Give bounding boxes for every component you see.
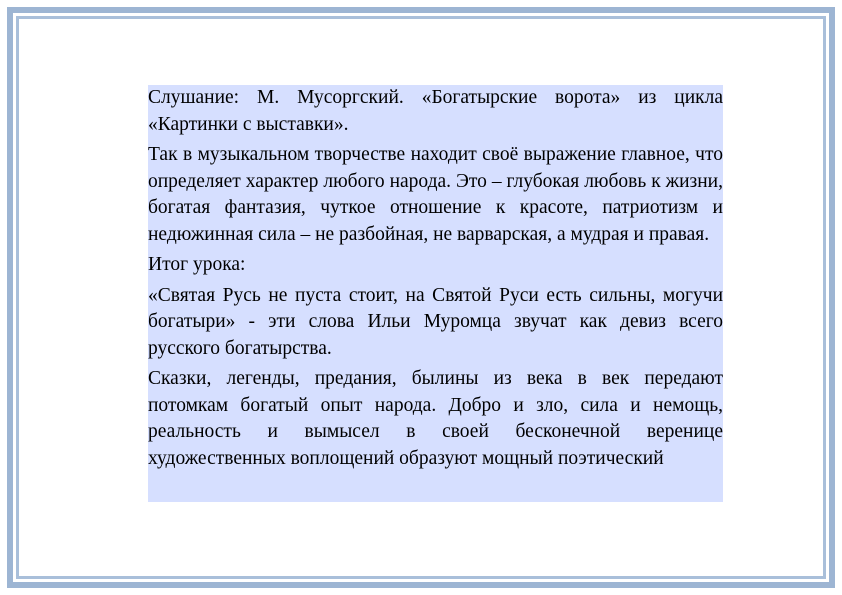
paragraph-lesson-summary-heading: Итог урока:	[148, 254, 246, 275]
slide-text-block	[148, 85, 723, 502]
paragraph-folk-tales: Сказки, легенды, предания, былины из века в век передают потомкам богатый опыт народа. Добро и зло, сила и немощь, реальность и вымысел в своей бесконечной веренице художественных воплощений образуют мощный поэтический	[148, 368, 723, 469]
paragraph-listening: Слушание: М. Мусоргский. «Богатырские ворота» из цикла «Картинки с выставки».	[148, 87, 723, 135]
paragraph-ilya-muromets-quote: «Святая Русь не пуста стоит, на Святой Руси есть сильны, могучи богатыри» - эти слова Ильи Муромца звучат как девиз всего русского богатырства.	[148, 284, 723, 359]
paragraph-national-character: Так в музыкальном творчестве находит своё выражение главное, что определяет характер любого народа. Это – глубокая любовь к жизни, богатая фантазия, чуткое отношение к красоте, патриотизм и недюжинная сила – не разбойная, не варварская, а мудрая и правая.	[148, 144, 723, 245]
